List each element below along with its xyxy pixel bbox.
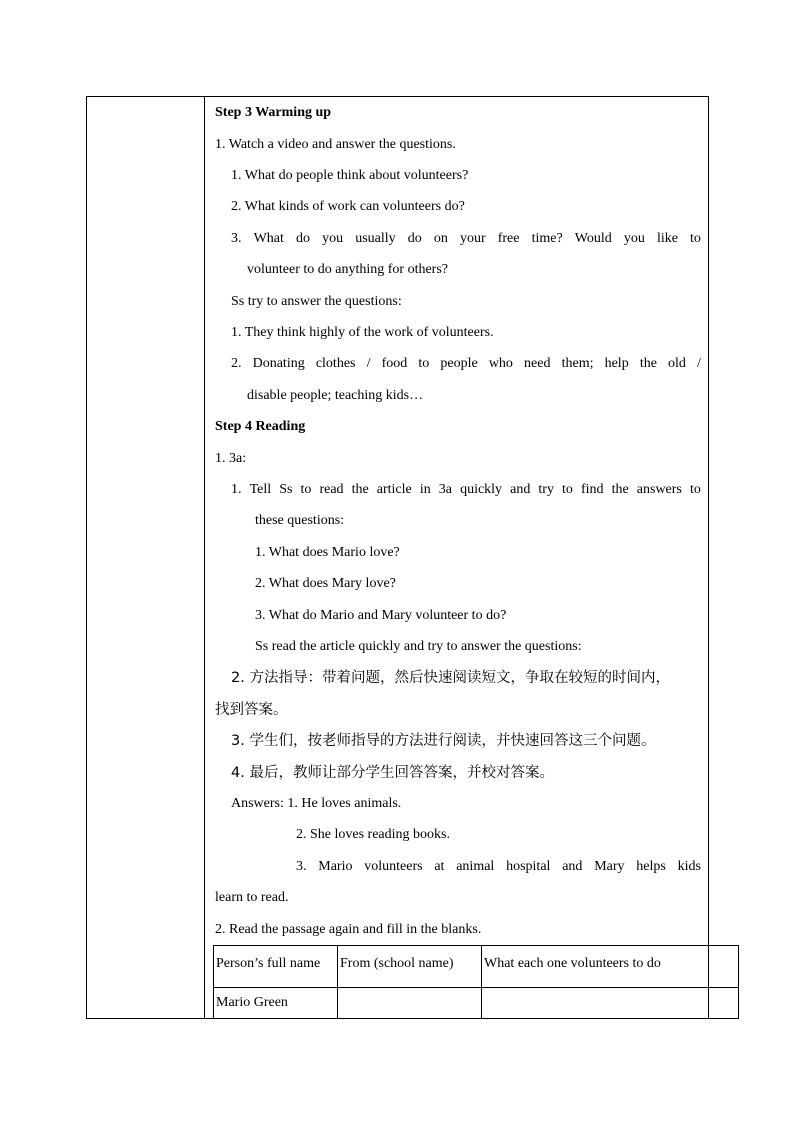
table-divider-1 xyxy=(337,946,338,1018)
table-divider-3 xyxy=(708,946,709,1018)
word: your xyxy=(459,231,486,246)
word: / xyxy=(697,356,701,371)
word: help xyxy=(604,356,629,371)
question-3-line2: volunteer to do anything for others? xyxy=(247,262,449,277)
word: find xyxy=(580,482,604,497)
word: to xyxy=(690,231,701,246)
answer-three-line2: learn to read. xyxy=(215,890,289,905)
word: in xyxy=(419,482,431,497)
step3-heading: Step 3 Warming up xyxy=(215,105,332,120)
word: 3a xyxy=(438,482,452,497)
word: to xyxy=(689,482,701,497)
word: helps xyxy=(636,859,666,874)
step4-heading: Step 4 Reading xyxy=(215,419,306,434)
step4-sub1: 1. 3a: xyxy=(215,451,247,466)
word: old xyxy=(668,356,686,371)
word: usually xyxy=(355,231,396,246)
header-volunteer-work: What each one volunteers to do xyxy=(484,956,661,971)
word: time? xyxy=(531,231,563,246)
word: and xyxy=(562,859,583,874)
word: 3. xyxy=(231,231,242,246)
word: article xyxy=(376,482,412,497)
word: quickly xyxy=(460,482,503,497)
word: do xyxy=(296,231,311,246)
word: the xyxy=(351,482,369,497)
reading-question-3: 3. What do Mario and Mary volunteer to do? xyxy=(255,608,507,623)
answer-2-line1 xyxy=(231,355,701,373)
word: the xyxy=(611,482,629,497)
students-read: 3. 学生们，按老师指导的方法进行阅读，并快速回答这三个问题。 xyxy=(231,733,656,749)
blanks-table xyxy=(213,945,739,1019)
reading-question-2: 2. What does Mary love? xyxy=(255,576,396,591)
word: Tell xyxy=(249,482,272,497)
word: hospital xyxy=(506,859,551,874)
word: Mary xyxy=(594,859,625,874)
row-name-cell: Mario Green xyxy=(216,995,288,1010)
answer-three-line1 xyxy=(296,858,701,876)
method-guide-line2: 找到答案。 xyxy=(215,702,288,718)
word: What xyxy=(253,231,284,246)
tell-line2: these questions: xyxy=(255,513,345,528)
word: / xyxy=(366,356,371,371)
word: to xyxy=(418,356,430,371)
step4-sub2: 2. Read the passage again and fill in the blanks. xyxy=(215,922,482,937)
word: answers xyxy=(636,482,682,497)
word: free xyxy=(497,231,520,246)
word: clothes xyxy=(315,356,356,371)
word: try xyxy=(538,482,554,497)
question-1: 1. What do people think about volunteers? xyxy=(231,168,469,183)
answer-2-line2: disable people; teaching kids… xyxy=(247,388,424,403)
word: like xyxy=(656,231,678,246)
table-divider-2 xyxy=(481,946,482,1018)
word: kids xyxy=(677,859,701,874)
word: Would xyxy=(574,231,612,246)
word: need xyxy=(524,356,551,371)
reading-question-1: 1. What does Mario love? xyxy=(255,545,400,560)
word: Donating xyxy=(252,356,305,371)
header-full-name: Person’s full name xyxy=(216,956,321,971)
word: 3. xyxy=(296,859,307,874)
step3-item1: 1. Watch a video and answer the questions. xyxy=(215,137,456,152)
word: volunteers xyxy=(364,859,423,874)
word: read xyxy=(319,482,344,497)
word: you xyxy=(623,231,645,246)
word: Mario xyxy=(318,859,353,874)
word: Ss xyxy=(279,482,293,497)
tell-line1 xyxy=(231,481,701,499)
word: to xyxy=(562,482,573,497)
word: 2. xyxy=(231,356,242,371)
column-divider xyxy=(204,97,205,1018)
word: to xyxy=(300,482,312,497)
question-3-line1 xyxy=(231,230,701,248)
word: the xyxy=(639,356,657,371)
ss-read-article: Ss read the article quickly and try to answer the questions: xyxy=(255,639,582,654)
answers-label: Answers: 1. He loves animals. xyxy=(231,796,402,811)
word: people xyxy=(440,356,478,371)
header-school: From (school name) xyxy=(340,956,454,971)
word: who xyxy=(488,356,513,371)
word: at xyxy=(434,859,445,874)
word: and xyxy=(510,482,531,497)
answer-two: 2. She loves reading books. xyxy=(296,827,450,842)
word: do xyxy=(407,231,422,246)
word: animal xyxy=(456,859,495,874)
teacher-check: 4. 最后，教师让部分学生回答答案，并校对答案。 xyxy=(231,765,554,781)
word: 1. xyxy=(231,482,242,497)
word: food xyxy=(381,356,408,371)
question-2: 2. What kinds of work can volunteers do? xyxy=(231,199,465,214)
method-guide-line1: 2. 方法指导：带着问题，然后快速阅读短文，争取在较短的时间内， xyxy=(231,670,670,686)
word: you xyxy=(322,231,344,246)
word: on xyxy=(433,231,448,246)
word: them; xyxy=(561,356,594,371)
ss-try-answer: Ss try to answer the questions: xyxy=(231,294,402,309)
answer-1: 1. They think highly of the work of volunteers. xyxy=(231,325,494,340)
